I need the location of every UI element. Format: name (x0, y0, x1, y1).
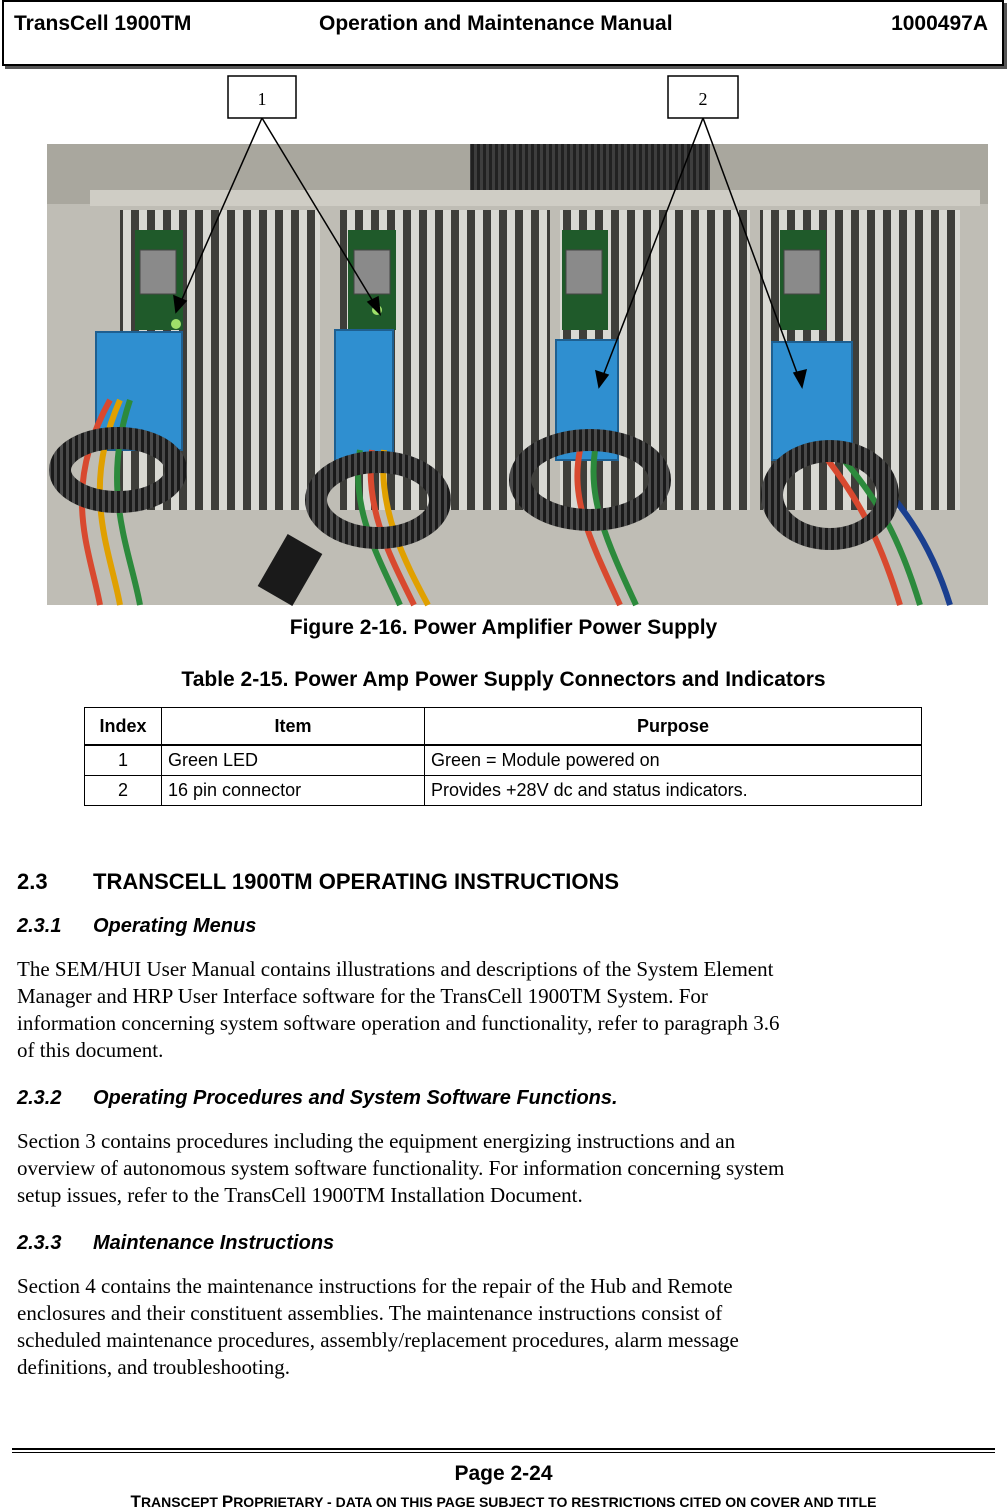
subsection-title: Operating Procedures and System Software Functions. (93, 1087, 618, 1109)
callout-1-label: 1 (257, 89, 267, 109)
prop-initial-p: P (221, 1492, 234, 1511)
subsection-title: Operating Menus (93, 915, 257, 937)
figure-power-supply (0, 70, 1007, 610)
table-row (85, 745, 922, 776)
paragraph-operating-menus (17, 956, 992, 1064)
paragraph-line: Manager and HRP User Interface software for the TransCell 1900TM System. For (17, 984, 708, 1008)
power-supply-photo (0, 70, 1007, 610)
row-index: 2 (85, 776, 162, 806)
proprietary-notice (0, 1492, 1007, 1512)
header-purpose: Purpose (425, 708, 922, 746)
paragraph-line: setup issues, refer to the TransCell 1900TM Installation Document. (17, 1183, 583, 1207)
row-index: 1 (85, 745, 162, 776)
table-row (85, 776, 922, 806)
blue-connector-2 (335, 330, 393, 460)
subsection-heading-2 (17, 1087, 618, 1110)
paragraph-line: scheduled maintenance procedures, assembly/replacement procedures, alarm message (17, 1328, 739, 1352)
subsection-heading-3 (17, 1232, 334, 1255)
paragraph-line: The SEM/HUI User Manual contains illustrations and descriptions of the System Element (17, 957, 774, 981)
table-caption: Table 2-15. Power Amp Power Supply Connectors and Indicators (181, 668, 826, 691)
header-doc-number: 1000497A (891, 12, 988, 35)
paragraph-maintenance (17, 1273, 992, 1381)
prop-ranscept: RANSCEPT (140, 1494, 222, 1510)
page-header (2, 0, 1004, 66)
paragraph-line: Section 4 contains the maintenance instructions for the repair of the Hub and Remote (17, 1274, 733, 1298)
paragraph-operating-procedures (17, 1128, 992, 1209)
subsection-number: 2.3.3 (17, 1232, 62, 1254)
paragraph-line: information concerning system software operation and functionality, refer to paragraph 3.6 (17, 1011, 780, 1035)
paragraph-line: enclosures and their constituent assemblies. The maintenance instructions consist of (17, 1301, 723, 1325)
paragraph-line: Section 3 contains procedures including the equipment energizing instructions and an (17, 1129, 736, 1153)
connectors-table (84, 707, 922, 806)
paragraph-line: definitions, and troubleshooting. (17, 1355, 290, 1379)
table-header-row (85, 708, 922, 746)
header-item: Item (162, 708, 425, 746)
section-title: TRANSCELL 1900TM OPERATING INSTRUCTIONS (93, 869, 620, 894)
subsection-title: Maintenance Instructions (93, 1232, 335, 1254)
header-manual-title: Operation and Maintenance Manual (319, 12, 673, 35)
subsection-heading-1 (17, 915, 256, 938)
paragraph-line: of this document. (17, 1038, 164, 1062)
figure-caption: Figure 2-16. Power Amplifier Power Supply (289, 616, 718, 639)
prop-rest: ROPRIETARY - DATA ON THIS PAGE SUBJECT TO RESTRICTIONS CITED ON COVER AND TITLE (233, 1494, 877, 1510)
footer-rule-thin (12, 1452, 995, 1453)
section-heading (17, 869, 619, 895)
callout-1 (228, 76, 296, 118)
subsection-number: 2.3.1 (17, 915, 62, 937)
row-purpose: Provides +28V dc and status indicators. (425, 776, 922, 806)
section-number: 2.3 (17, 869, 48, 894)
callout-2 (668, 76, 738, 118)
paragraph-line: overview of autonomous system software functionality. For information concerning system (17, 1156, 785, 1180)
page-number: Page 2-24 (454, 1462, 553, 1485)
header-index: Index (85, 708, 162, 746)
prop-initial-t: T (130, 1492, 141, 1511)
callout-2-label: 2 (698, 89, 708, 109)
row-item: 16 pin connector (162, 776, 425, 806)
green-led-1 (171, 319, 181, 329)
subsection-number: 2.3.2 (17, 1087, 62, 1109)
header-product: TransCell 1900TM (14, 12, 192, 35)
row-purpose: Green = Module powered on (425, 745, 922, 776)
row-item: Green LED (162, 745, 425, 776)
footer-rule (12, 1448, 995, 1450)
